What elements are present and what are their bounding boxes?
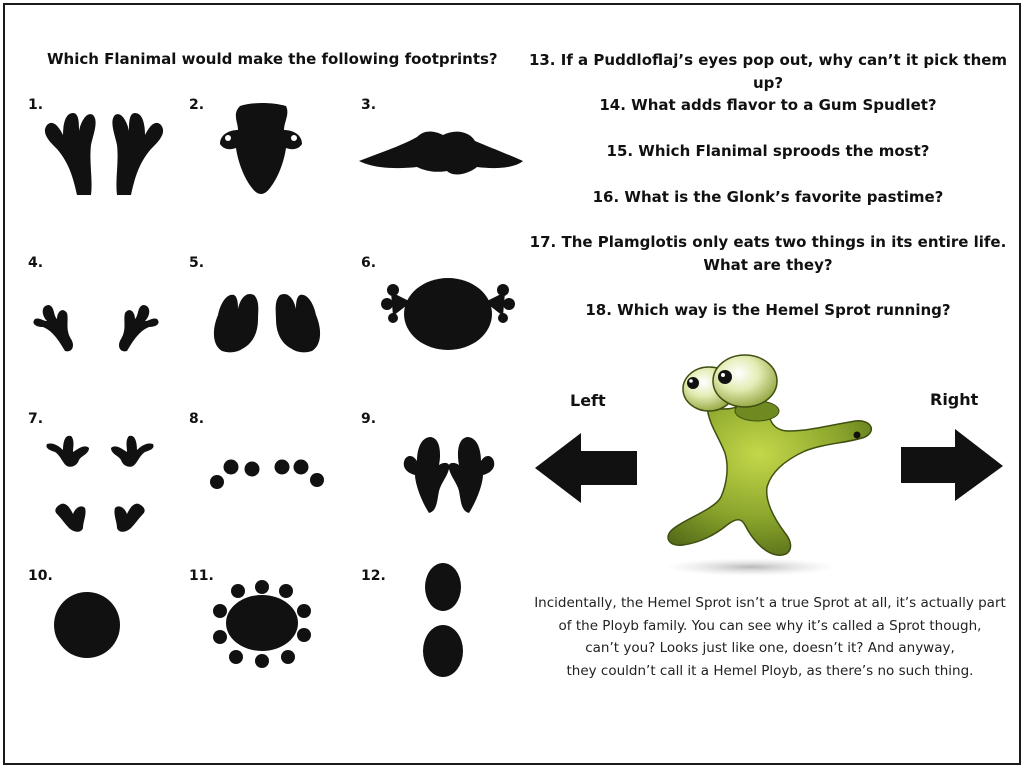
- arrow-left-icon: [533, 433, 643, 505]
- two-oval-footprints-icon: [421, 561, 471, 683]
- right-label: Right: [930, 390, 979, 409]
- footprint-number-4: 4.: [28, 255, 44, 271]
- wide-body-footprint-icon: [212, 100, 312, 200]
- note-line: of the Ployb family. You can see why it’s called a Sprot though,: [558, 617, 982, 634]
- footprint-number-11: 11.: [189, 568, 214, 584]
- four-claw-footprints-icon: [43, 430, 163, 534]
- question-13: 13. If a Puddloflaj’s eyes pop out, why can’t it pick them up?: [528, 51, 1008, 92]
- footprint-number-10: 10.: [28, 568, 53, 584]
- footprint-number-2: 2.: [189, 97, 205, 113]
- footprint-number-8: 8.: [189, 411, 205, 427]
- footprint-number-9: 9.: [361, 411, 377, 427]
- note-line: they couldn’t call it a Hemel Ployb, as there’s no such thing.: [566, 662, 974, 679]
- hemel-sprot-note: [525, 592, 1015, 682]
- question-18: 18. Which way is the Hemel Sprot running?: [585, 301, 951, 319]
- footprint-number-7: 7.: [28, 411, 44, 427]
- note-line: Incidentally, the Hemel Sprot isn’t a true Sprot at all, it’s actually part: [534, 595, 1006, 611]
- note-line: can’t you? Looks just like one, doesn’t it? And anyway,: [585, 640, 955, 656]
- single-circle-footprint-icon: [53, 590, 125, 662]
- worksheet-page: [3, 3, 1021, 765]
- footprint-number-6: 6.: [361, 255, 377, 271]
- footprint-number-12: 12.: [361, 568, 386, 584]
- footprints-heading: Which Flanimal would make the following footprints?: [47, 50, 498, 68]
- question-14: 14. What adds flavor to a Gum Spudlet?: [599, 96, 937, 114]
- question-15: 15. Which Flanimal sproods the most?: [606, 142, 930, 160]
- paired-rounded-footprints-icon: [208, 285, 326, 357]
- small-three-toed-footprints-icon: [27, 297, 167, 357]
- splat-footprint-icon: [210, 577, 314, 669]
- hemel-sprot-creature-icon: [655, 349, 879, 581]
- paired-teardrop-footprints-icon: [399, 433, 499, 519]
- footprint-number-5: 5.: [189, 255, 205, 271]
- question-17-continued: What are they?: [703, 256, 833, 274]
- flat-streamlined-footprint-icon: [355, 125, 527, 185]
- paired-splayed-footprints-icon: [35, 105, 175, 205]
- left-label: Left: [570, 391, 606, 410]
- question-16: 16. What is the Glonk’s favorite pastime?: [592, 188, 944, 206]
- oval-fringed-footprint-icon: [379, 270, 517, 360]
- footprint-number-1: 1.: [28, 97, 44, 113]
- question-17: 17. The Plamglotis only eats two things in its entire life.: [529, 233, 1007, 251]
- arrow-right-icon: [899, 429, 1007, 505]
- five-dot-footprints-icon: [205, 455, 327, 495]
- footprint-number-3: 3.: [361, 97, 377, 113]
